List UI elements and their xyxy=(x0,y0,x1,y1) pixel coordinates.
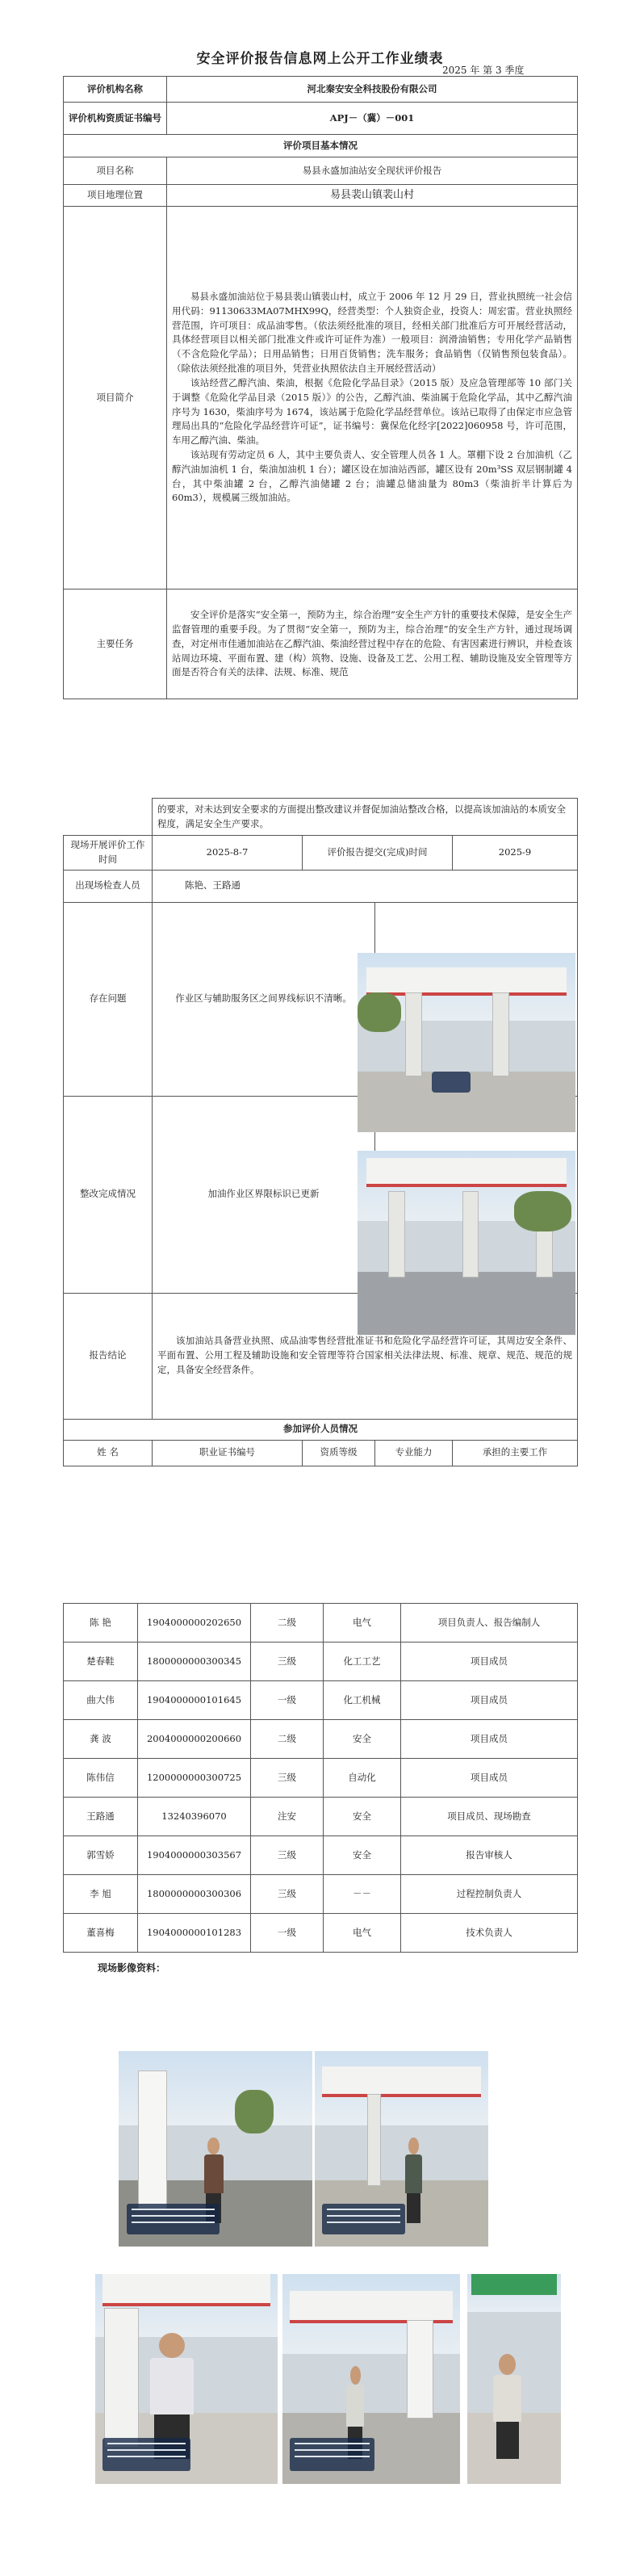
org-value: 河北秦安安全科技股份有限公司 xyxy=(167,77,578,103)
member-cert-no: 1200000000300725 xyxy=(138,1759,251,1798)
location-value: 易县裴山镇裴山村 xyxy=(167,185,578,207)
member-level: 注安 xyxy=(251,1798,324,1836)
member-duty: 过程控制负责人 xyxy=(401,1875,578,1914)
member-specialty: 自动化 xyxy=(324,1759,401,1798)
member-name: 曲大伟 xyxy=(64,1681,138,1720)
project-name-value: 易县永盛加油站安全现状评价报告 xyxy=(167,157,578,185)
member-cert-no: 1904000000303567 xyxy=(138,1836,251,1875)
task-label: 主要任务 xyxy=(64,589,167,699)
member-level: 三级 xyxy=(251,1875,324,1914)
personnel-row xyxy=(64,1681,578,1720)
personnel-row xyxy=(64,1604,578,1643)
member-specialty: 电气 xyxy=(324,1914,401,1953)
personnel-heading: 参加评价人员情况 xyxy=(64,1419,578,1440)
onsite-photo-5 xyxy=(467,2274,561,2484)
member-cert-no: 2004000000200660 xyxy=(138,1720,251,1759)
member-duty: 项目成员 xyxy=(401,1643,578,1681)
member-specialty: 电气 xyxy=(324,1604,401,1643)
member-specialty: 化工机械 xyxy=(324,1681,401,1720)
conclusion-label: 报告结论 xyxy=(64,1293,153,1419)
member-specialty: 化工工艺 xyxy=(324,1643,401,1681)
task-text-continued: 的要求，对未达到安全要求的方面提出整改建议并督促加油站整改合格，以提高该加油站的本质安全程度，满足安全生产要求。 xyxy=(153,799,578,836)
cert-value: APJ－（冀）－001 xyxy=(167,103,578,135)
intro-paragraph: 该站经营乙醇汽油、柴油，根据《危险化学品目录》（2015 版）及应急管理部等 10 部门关于调整《危险化学品目录（2015 版）》的公告，乙醇汽油、柴油属于危险化学品，其中乙醇汽油序号为 1630，柴油序号为 1674，该站属于危险化学品经营单位。该站已取得了由保定市应急管理局出具的“危险化学品经营许可证”，证书编号：冀保危化经字[2022]060958 号，许可范围，车用乙醇汽油、柴油。 xyxy=(172,376,572,447)
member-duty: 项目成员 xyxy=(401,1720,578,1759)
rectify-value: 加油作业区界限标识已更新 xyxy=(153,1096,375,1293)
rectify-site-photo xyxy=(358,1151,575,1335)
member-level: 三级 xyxy=(251,1759,324,1798)
member-duty: 项目成员 xyxy=(401,1759,578,1798)
inspectors-label: 出现场检查人员 xyxy=(64,870,153,902)
member-name: 楚春鞋 xyxy=(64,1643,138,1681)
member-cert-no: 13240396070 xyxy=(138,1798,251,1836)
project-name-label: 项目名称 xyxy=(64,157,167,185)
org-label: 评价机构名称 xyxy=(64,77,167,103)
member-cert-no: 1904000000202650 xyxy=(138,1604,251,1643)
cert-label: 评价机构资质证书编号 xyxy=(64,103,167,135)
member-duty: 项目成员 xyxy=(401,1681,578,1720)
member-level: 三级 xyxy=(251,1836,324,1875)
intro-label: 项目简介 xyxy=(64,207,167,589)
member-name: 陈 艳 xyxy=(64,1604,138,1643)
task-paragraph: 安全评价是落实“安全第一，预防为主，综合治理”安全生产方针的重要技术保障，是安全生产监督管理的重要手段。为了贯彻“安全第一，预防为主，综合治理”的安全生产方针，通过现场调查，对定州市佳通加油站在乙醇汽油、柴油经营过程中存在的危险、有害因素进行辨识，并检查该站周边环境、平面布置、建（构）筑物、设施、设备及工艺、公用工程、辅助设施及安全管理等方面是否符合有关的法律、法规、标准、规范 xyxy=(172,609,572,678)
col-cert: 职业证书编号 xyxy=(153,1440,303,1466)
member-level: 一级 xyxy=(251,1681,324,1720)
col-ability: 专业能力 xyxy=(375,1440,453,1466)
onsite-photo-1 xyxy=(119,2051,312,2247)
col-name: 姓 名 xyxy=(64,1440,153,1466)
member-name: 陈伟信 xyxy=(64,1759,138,1798)
project-info-heading: 评价项目基本情况 xyxy=(64,135,578,157)
personnel-table xyxy=(63,1603,578,1953)
personnel-row xyxy=(64,1836,578,1875)
survey-date-label: 现场开展评价工作时间 xyxy=(64,836,153,871)
member-name: 李 旭 xyxy=(64,1875,138,1914)
member-cert-no: 1904000000101283 xyxy=(138,1914,251,1953)
member-cert-no: 1904000000101645 xyxy=(138,1681,251,1720)
personnel-row xyxy=(64,1759,578,1798)
member-duty: 项目负责人、报告编制人 xyxy=(401,1604,578,1643)
inspectors-value: 陈艳、王路通 xyxy=(153,870,578,902)
member-cert-no: 1800000000300345 xyxy=(138,1643,251,1681)
survey-date-value: 2025-8-7 xyxy=(153,836,303,871)
issue-site-photo xyxy=(358,953,575,1132)
page-title: 安全评价报告信息网上公开工作业绩表 xyxy=(196,51,444,67)
onsite-photo-3 xyxy=(95,2274,278,2484)
personnel-row xyxy=(64,1643,578,1681)
member-name: 郭雪娇 xyxy=(64,1836,138,1875)
conclusion-paragraph: 该加油站具备营业执照、成品油零售经营批准证书和危险化学品经营许可证，其周边安全条件、平面布置、公用工程及辅助设施和安全管理等符合国家相关法律法规、标准、规章、规范、规范的规定，具备安全经营条件。 xyxy=(157,1335,572,1376)
onsite-photo-4 xyxy=(282,2274,460,2484)
member-name: 王路通 xyxy=(64,1798,138,1836)
issue-value: 作业区与辅助服务区之间界线标识不清晰。 xyxy=(153,902,375,1096)
col-work: 承担的主要工作 xyxy=(453,1440,578,1466)
intro-text xyxy=(167,207,578,589)
intro-paragraph: 易县永盛加油站位于易县裴山镇裴山村，成立于 2006 年 12 月 29 日，营业执照统一社会信用代码：91130633MA07MHX99Q，经营类型：个人独资企业，投资人：周宏雷。营业执照经营范围，许可项目：成品油零售。（依法须经批准的项目，经相关部门批准后方可开展经营活动，具体经营项目以相关部门批准文件或许可证件为准）一般项目：润滑油销售；专用化学产品销售（不含危险化学品）；日用品销售；日用百货销售；洗车服务；食品销售（仅销售预包装食品）。（除依法须经批准的项目外，凭营业执照依法自主开展经营活动） xyxy=(172,291,572,375)
member-duty: 项目成员、现场勘查 xyxy=(401,1798,578,1836)
info-table-top xyxy=(63,76,578,699)
col-level: 资质等级 xyxy=(303,1440,375,1466)
member-name: 董喜梅 xyxy=(64,1914,138,1953)
report-period: 2025 年 第 3 季度 xyxy=(442,65,525,76)
member-level: 二级 xyxy=(251,1604,324,1643)
submit-date-label: 评价报告提交(完成)时间 xyxy=(303,836,453,871)
member-duty: 报告审核人 xyxy=(401,1836,578,1875)
personnel-row xyxy=(64,1798,578,1836)
issue-label: 存在问题 xyxy=(64,902,153,1096)
personnel-row xyxy=(64,1875,578,1914)
member-name: 龚 波 xyxy=(64,1720,138,1759)
member-cert-no: 1800000000300306 xyxy=(138,1875,251,1914)
submit-date-value: 2025-9 xyxy=(453,836,578,871)
location-label: 项目地理位置 xyxy=(64,185,167,207)
task-text xyxy=(167,589,578,699)
onsite-photo-2 xyxy=(315,2051,488,2247)
member-specialty: 安全 xyxy=(324,1836,401,1875)
rectify-label: 整改完成情况 xyxy=(64,1096,153,1293)
member-duty: 技术负责人 xyxy=(401,1914,578,1953)
personnel-row xyxy=(64,1720,578,1759)
member-level: 二级 xyxy=(251,1720,324,1759)
member-level: 一级 xyxy=(251,1914,324,1953)
member-specialty: 安全 xyxy=(324,1798,401,1836)
member-specialty: －－ xyxy=(324,1875,401,1914)
member-specialty: 安全 xyxy=(324,1720,401,1759)
member-level: 三级 xyxy=(251,1643,324,1681)
intro-paragraph: 该站现有劳动定员 6 人，其中主要负责人、安全管理人员各 1 人。罩棚下设 2 台加油机（乙醇汽油加油机 1 台，柴油加油机 1 台）；罐区设在加油站西部，罐区设有 20m³SS 双层钢制罐 4 台，其中柴油罐 2 台，乙醇汽油储罐 2 台；油罐总储油量为 80m3（柴油折半计算后为 60m3），规模属三级加油站。 xyxy=(172,448,572,504)
personnel-row xyxy=(64,1914,578,1953)
photos-label: 现场影像资料： xyxy=(98,1962,166,1974)
